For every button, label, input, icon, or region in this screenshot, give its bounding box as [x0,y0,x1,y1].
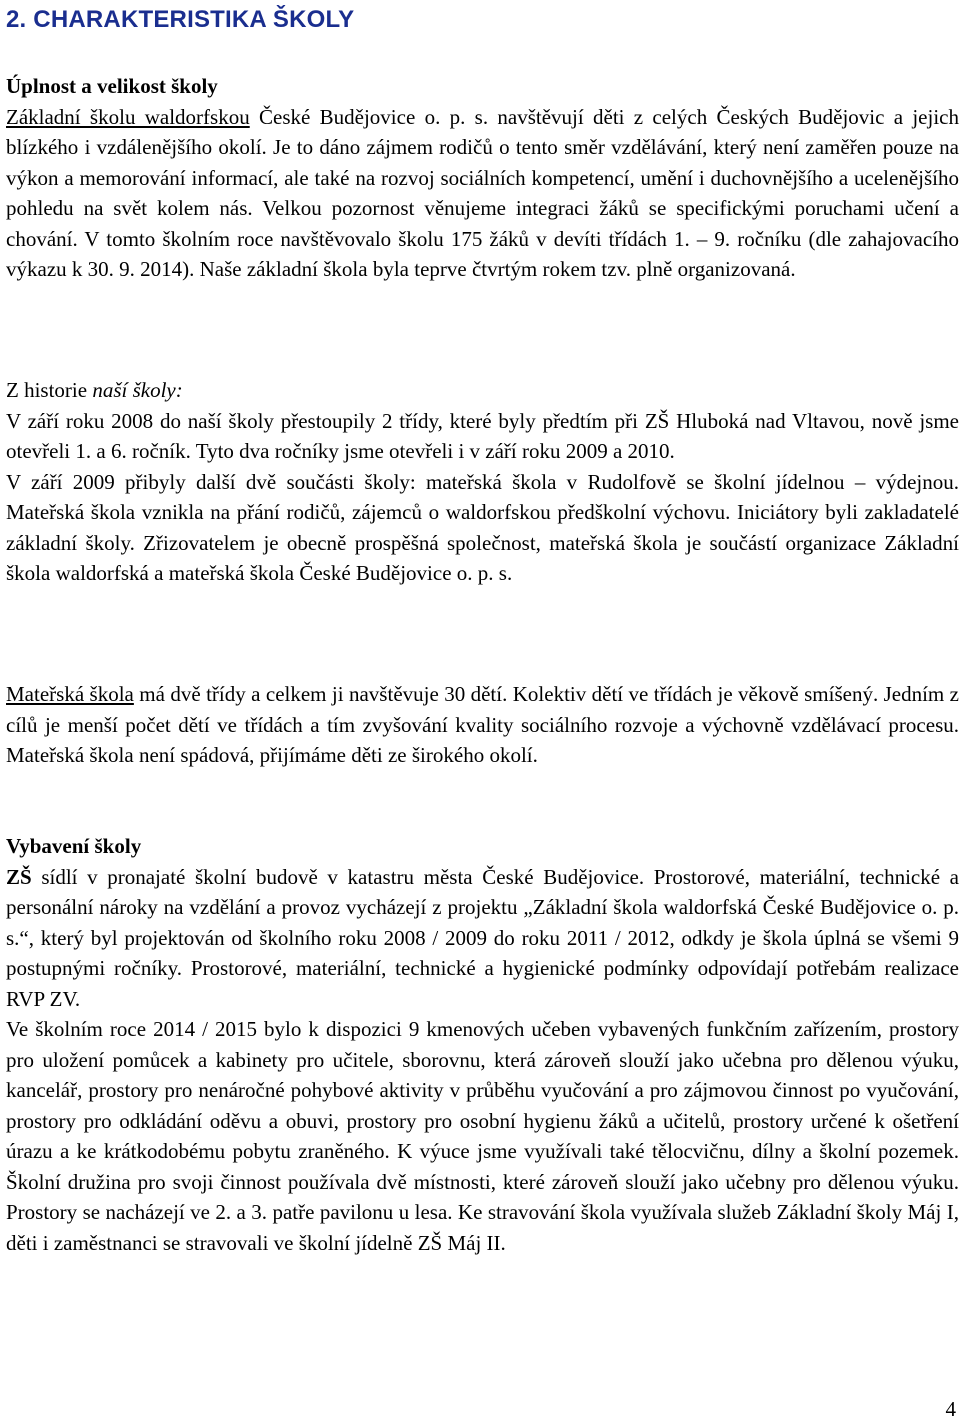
zs-label: ZŠ [6,864,32,889]
history-label-plain: Z historie [6,378,93,402]
section-title-completeness: Úplnost a velikost školy [6,74,218,98]
history-paragraph-2: V září 2009 přibyly další dvě součásti školy: mateřská škola v Rudolfově se školní jídelnou – výdejnou. Mateřská škola vznikla na přání rodičů, zájemců o waldorfskou předškolní výchovu. Iniciátory byli zakladatelé základní školy. Zřizovatelem je obecně prospěšná společnost, mateřská škola je součástí organizace Základní škola waldorfská a mateřská škola České Budějovice o. p. s. [6,469,959,585]
section-kindergarten [6,679,959,771]
history-label [6,375,959,406]
page-title: 2. CHARAKTERISTIKA ŠKOLY [6,6,355,33]
section-history [6,375,959,589]
section-title-equipment: Vybavení školy [6,834,142,858]
equipment-paragraph-1 [6,862,959,1015]
section-completeness [6,71,959,285]
paragraph-school-intro [6,102,959,285]
page-number: 4 [945,1397,956,1421]
history-paragraph-1: V září roku 2008 do naší školy přestoupily 2 třídy, které byly předtím při ZŠ Hluboká nad Vltavou, nově jsme otevřeli 1. a 6. ročník. Tyto dva ročníky jsme otevřeli i v září roku 2009 a 2010. [6,408,959,463]
kindergarten-paragraph [6,679,959,771]
equipment-paragraph-2: Ve školním roce 2014 / 2015 bylo k dispozici 9 kmenových učeben vybavených funkčním zařízením, prostory pro uložení pomůcek a kabinety pro učitele, sborovnu, která zároveň slouží jako učebna pro dělenou výuku, kancelář, prostory pro nenáročné pohybové aktivity v průběhu vyučování a pro zájmovou činnost po vyučování, prostory pro odkládání oděvu a obuvi, prostory pro osobní hygienu žáků a učitelů, prostory určené k ošetření úrazu a ke krátkodobému pobytu zraněného. K výuce jsme využívali také tělocvičnu, dílny a školní pozemek. Školní družina pro svoji činnost používala dvě místnosti, které zároveň slouží jako učebny pro dělenou výuku. Prostory se nacházejí ve 2. a 3. patře pavilonu u lesa. Ke stravování škola využívala služeb Základní školy Máj I, děti i zaměstnanci se stravovali ve školní jídelně ZŠ Máj II. [6,1017,959,1255]
history-label-italic: naší školy: [92,378,183,402]
equipment-text: sídlí v pronajaté školní budově v katastru města České Budějovice. Prostorové, materiální, technické a personální nároky na vzdělání a provoz vycházejí z projektu „Základní škola waldorfská České Budějovice o. p. s.“, který byl projektován od školního roku 2008 / 2009 do roku 2011 / 2012, odkdy je škola úplná se všemi 9 postupnými ročníky. Prostorové, materiální, technické a hygienické podmínky odpovídají potřebám realizace RVP ZV. [6,864,959,1011]
section-equipment [6,831,959,1258]
kindergarten-link[interactable]: Mateřská škola [6,682,134,706]
school-link[interactable]: Základní školu waldorfskou [6,104,250,129]
paragraph-text: České Budějovice o. p. s. navštěvují děti z celých Českých Budějovic a jejich blízkého i vzdálenějšího okolí. Je to dáno zájmem rodičů o tento směr vzdělávání, který není zaměřen pouze na výkon a memorování informací, ale také na rozvoj sociálních kompetencí, umění i duchovnějšího a ucelenějšího pohledu na svět kolem nás. Velkou pozornost věnujeme integraci žáků se specifickými poruchami učení a chování. V tomto školním roce navštěvovalo školu 175 žáků v devíti třídách 1. – 9. ročníku (dle zahajovacího výkazu k 30. 9. 2014). Naše základní škola byla teprve čtvrtým rokem tzv. plně organizovaná. [6,104,959,281]
kindergarten-text: má dvě třídy a celkem ji navštěvuje 30 dětí. Kolektiv dětí ve třídách je věkově smíšený. Jedním z cílů je menší počet dětí ve třídách a tím zvyšování kvality sociálního rozvoje a výchovně vzdělávací procesu. Mateřská škola není spádová, přijímáme děti ze širokého okolí. [6,682,959,767]
